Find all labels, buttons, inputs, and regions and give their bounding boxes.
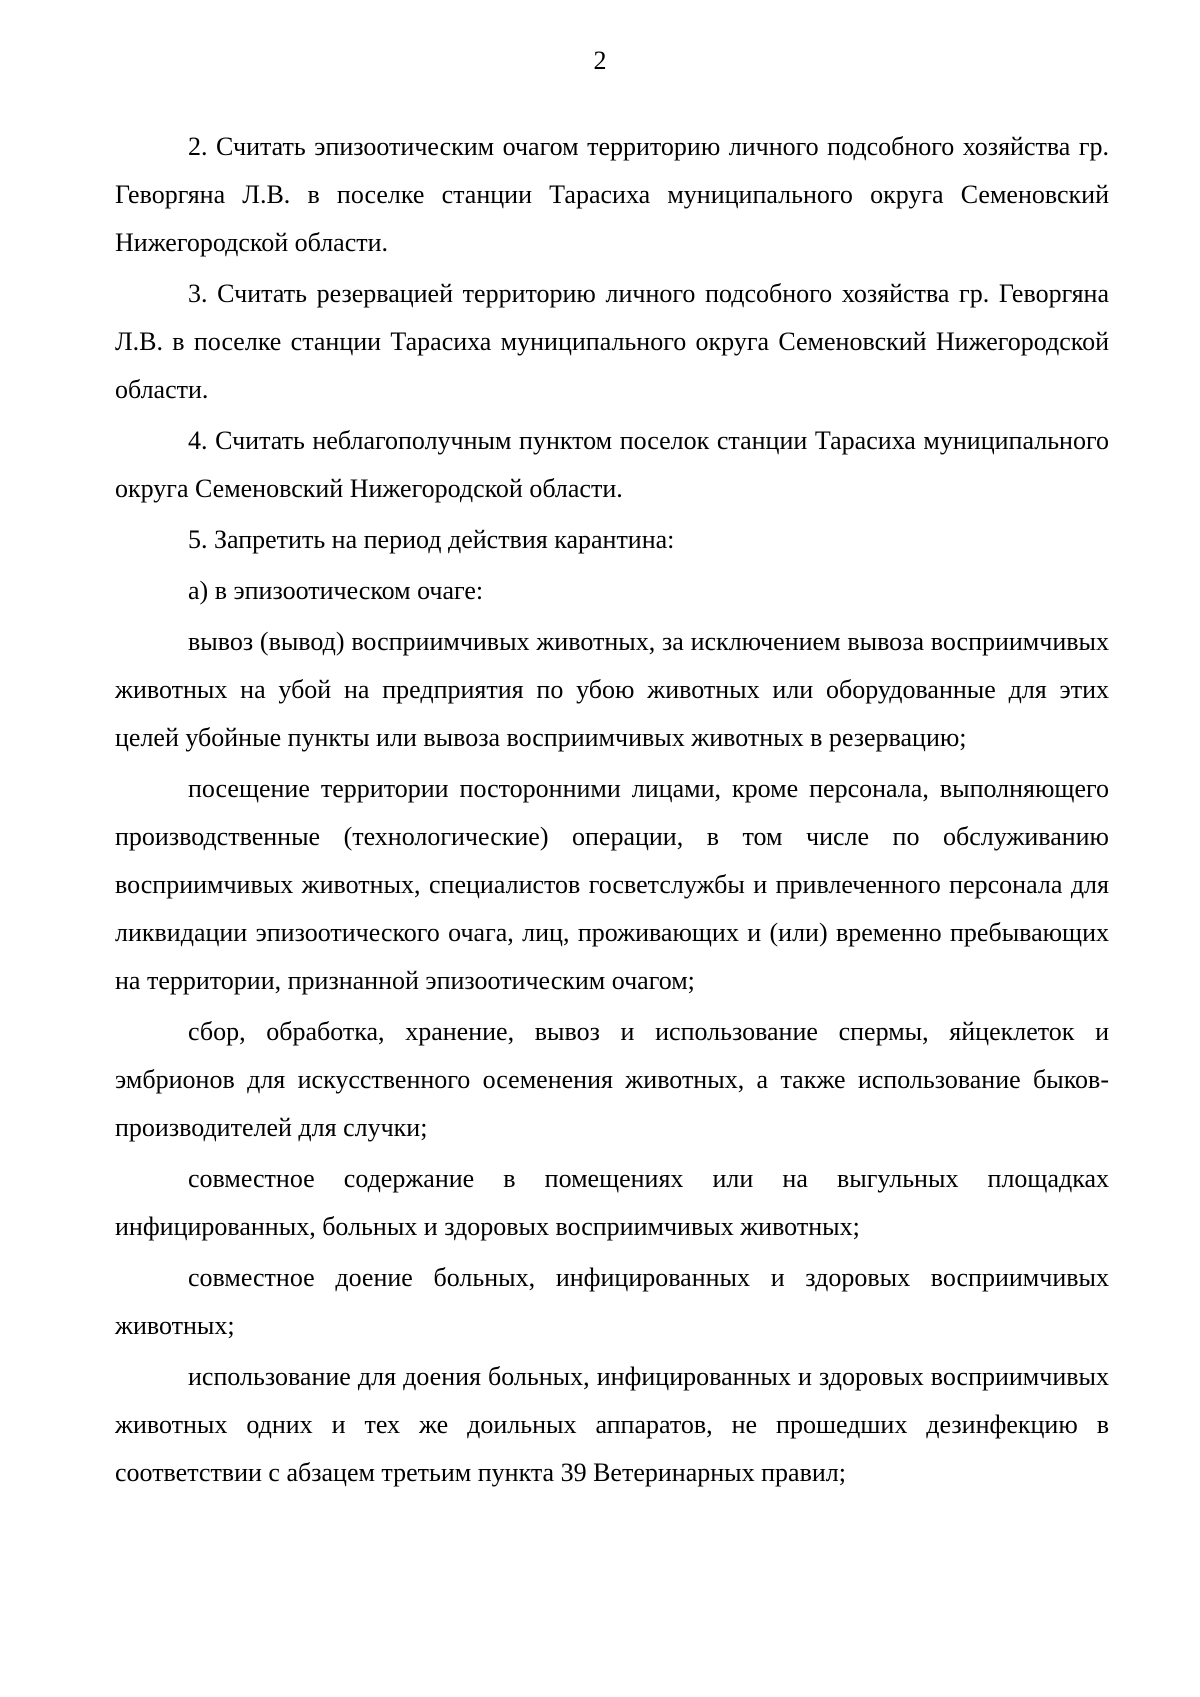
prohibition-joint-milking: совместное доение больных, инфицированных и здоровых восприимчивых животных; xyxy=(115,1263,1109,1340)
paragraph-item-3: 3. Считать резервацией территорию личного подсобного хозяйства гр. Геворгяна Л.В. в поселке станции Тарасиха муниципального округа Семеновский Нижегородской области. xyxy=(115,279,1109,404)
prohibition-sperm-and-embryos: сбор, обработка, хранение, вывоз и использование спермы, яйцеклеток и эмбрионов для искусственного осеменения животных, а также использование быков-производителей для случки; xyxy=(115,1017,1109,1142)
prohibition-joint-keeping: совместное содержание в помещениях или на выгульных площадках инфицированных, больных и здоровых восприимчивых животных; xyxy=(115,1164,1109,1241)
prohibition-removal-of-animals: вывоз (вывод) восприимчивых животных, за исключением вывоза восприимчивых животных на убой на предприятия по убою животных или оборудованные для этих целей убойные пункты или вывоза восприимчивых животных в резервацию; xyxy=(115,627,1109,752)
prohibition-visits-by-outsiders: посещение территории посторонними лицами, кроме персонала, выполняющего производственные (технологические) операции, в том числе по обслуживанию восприимчивых животных, специалистов госветслужбы и привлеченного персонала для ликвидации эпизоотического очага, лиц, проживающих и (или) временно пребывающих на территории, признанной эпизоотическим очагом; xyxy=(115,774,1109,995)
page-number: 2 xyxy=(593,46,607,75)
document-body xyxy=(115,123,1109,1500)
subitem-a-heading: а) в эпизоотическом очаге: xyxy=(188,576,484,605)
prohibition-shared-milking-equipment: использование для доения больных, инфицированных и здоровых восприимчивых животных одних и тех же доильных аппаратов, не прошедших дезинфекцию в соответствии с абзацем третьим пункта 39 Ветеринарных правил; xyxy=(115,1362,1109,1487)
paragraph-item-2: 2. Считать эпизоотическим очагом территорию личного подсобного хозяйства гр. Геворгяна Л.В. в поселке станции Тарасиха муниципального округа Семеновский Нижегородской области. xyxy=(115,132,1109,257)
paragraph-item-5: 5. Запретить на период действия карантина: xyxy=(188,525,675,554)
paragraph-item-4: 4. Считать неблагополучным пунктом поселок станции Тарасиха муниципального округа Семеновский Нижегородской области. xyxy=(115,426,1109,503)
